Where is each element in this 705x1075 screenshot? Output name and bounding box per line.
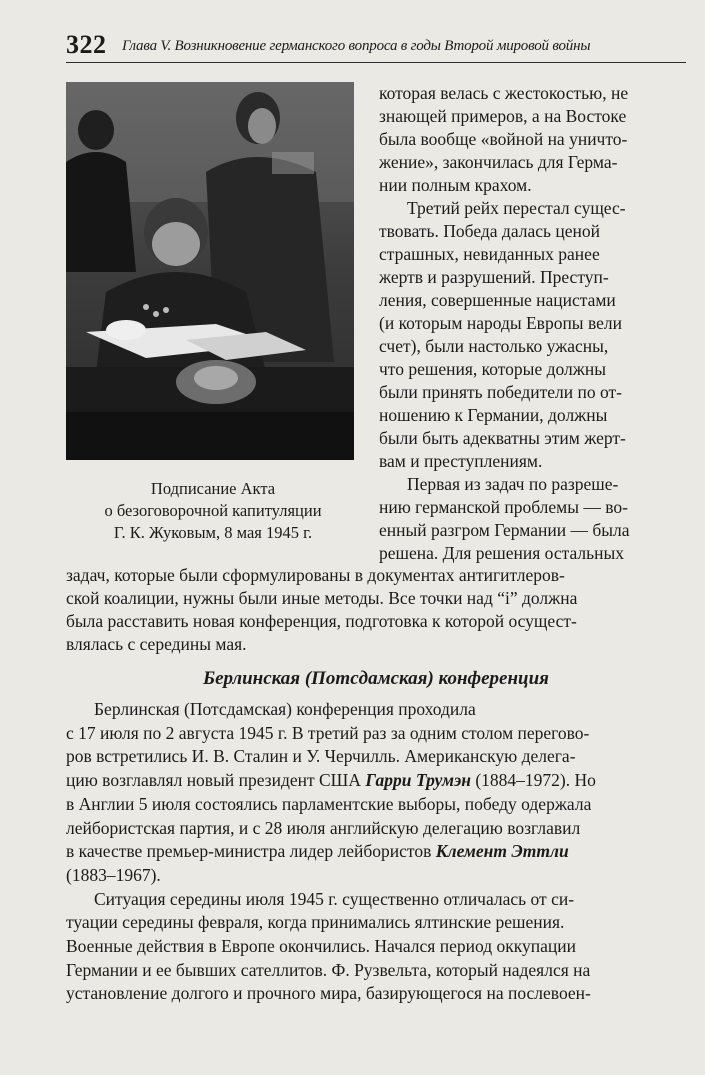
text-line: (1883–1967). <box>66 864 161 885</box>
text-line: Третий рейх перестал сущес- <box>407 198 626 218</box>
text-line: были принять победители по от- <box>379 382 623 402</box>
text-line: ров встретились И. В. Сталин и У. Черчилль. Американскую делега- <box>66 746 576 767</box>
text-line: лейбористская партия, и с 28 июля английскую делегацию возглавил <box>66 817 581 838</box>
text-line: была расставить новая конференция, подготовка к которой осущест- <box>66 611 577 631</box>
text-line: Первая из задач по разреше- <box>407 474 619 494</box>
text-line: которая велась с жестокостью, не <box>379 83 629 103</box>
text-line: решена. Для решения остальных <box>379 543 624 563</box>
text-line: жертв и разрушений. Преступ- <box>379 267 609 287</box>
section-body-text <box>66 698 686 1006</box>
person-name: Клемент Эттли <box>435 841 569 862</box>
text-line: установление долгого и прочного мира, базирующегося на послевоен- <box>66 983 591 1004</box>
text-line: вам и преступлениям. <box>379 451 543 471</box>
text-line: твовать. Победа далась ценой <box>379 221 600 241</box>
text-line: знающей примеров, а на Востоке <box>379 106 627 126</box>
person-name: Гарри Трумэн <box>365 770 471 791</box>
text-line: туации середины февраля, когда принимались ялтинские решения. <box>66 912 565 933</box>
text-line: с 17 июля по 2 августа 1945 г. В третий раз за одним столом перегово- <box>66 722 590 743</box>
caption-line: Г. К. Жуковым, 8 мая 1945 г. <box>113 523 313 542</box>
page-header <box>66 30 686 63</box>
text-line: ления, совершенные нацистами <box>379 290 616 310</box>
text-segment: (1884–1972). Но <box>470 770 596 791</box>
text-line <box>66 840 686 864</box>
text-line: (и которым народы Европы вели <box>379 313 622 333</box>
text-line: задач, которые были сформулированы в документах антигитлеров- <box>66 565 565 585</box>
text-segment: цию возглавлял новый президент США <box>66 770 366 791</box>
text-line: была вообще «войной на уничто- <box>379 129 628 149</box>
text-line: счет), были настолько ужасны, <box>379 336 609 356</box>
historical-photo <box>66 82 354 460</box>
page-number: 322 <box>66 30 107 59</box>
text-line: енный разгром Германии — была <box>379 520 630 540</box>
text-line: Берлинская (Потсдамская) конференция проходила <box>94 699 476 719</box>
text-line: были быть адекватны этим жерт- <box>379 428 626 448</box>
photo-illustration <box>66 82 354 460</box>
text-line: нии полным крахом. <box>379 175 532 195</box>
text-line: нию германской проблемы — во- <box>379 497 628 517</box>
text-segment: в качестве премьер-министра лидер лейбористов <box>66 841 436 862</box>
text-line: ношению к Германии, должны <box>379 405 608 425</box>
text-line: Ситуация середины июля 1945 г. существенно отличалась от си- <box>94 888 575 909</box>
right-column-text <box>379 82 685 565</box>
text-line: что решения, которые должны <box>379 359 606 379</box>
text-line: Германии и ее бывших сателлитов. Ф. Рузвельта, который надеялся на <box>66 959 591 980</box>
section-heading: Берлинская (Потсдамская) конференция <box>203 668 549 689</box>
text-line: страшных, невиданных ранее <box>379 244 600 264</box>
text-line: ской коалиции, нужны были иные методы. Все точки над “i” должна <box>66 588 578 608</box>
text-line: Военные действия в Европе окончились. Начался период оккупации <box>66 936 576 957</box>
text-line: влялась с середины мая. <box>66 634 247 654</box>
photo-caption <box>66 478 360 544</box>
full-width-text <box>66 564 686 656</box>
text-line: в Англии 5 июля состоялись парламентские выборы, победу одержала <box>66 793 592 814</box>
text-line: жение», закончилась для Герма- <box>379 152 618 172</box>
text-line <box>66 769 686 793</box>
running-title: Глава V. Возникновение германского вопроса в годы Второй мировой войны <box>122 38 591 54</box>
caption-line: Подписание Акта <box>150 479 276 498</box>
caption-line: о безоговорочной капитуляции <box>104 501 322 520</box>
